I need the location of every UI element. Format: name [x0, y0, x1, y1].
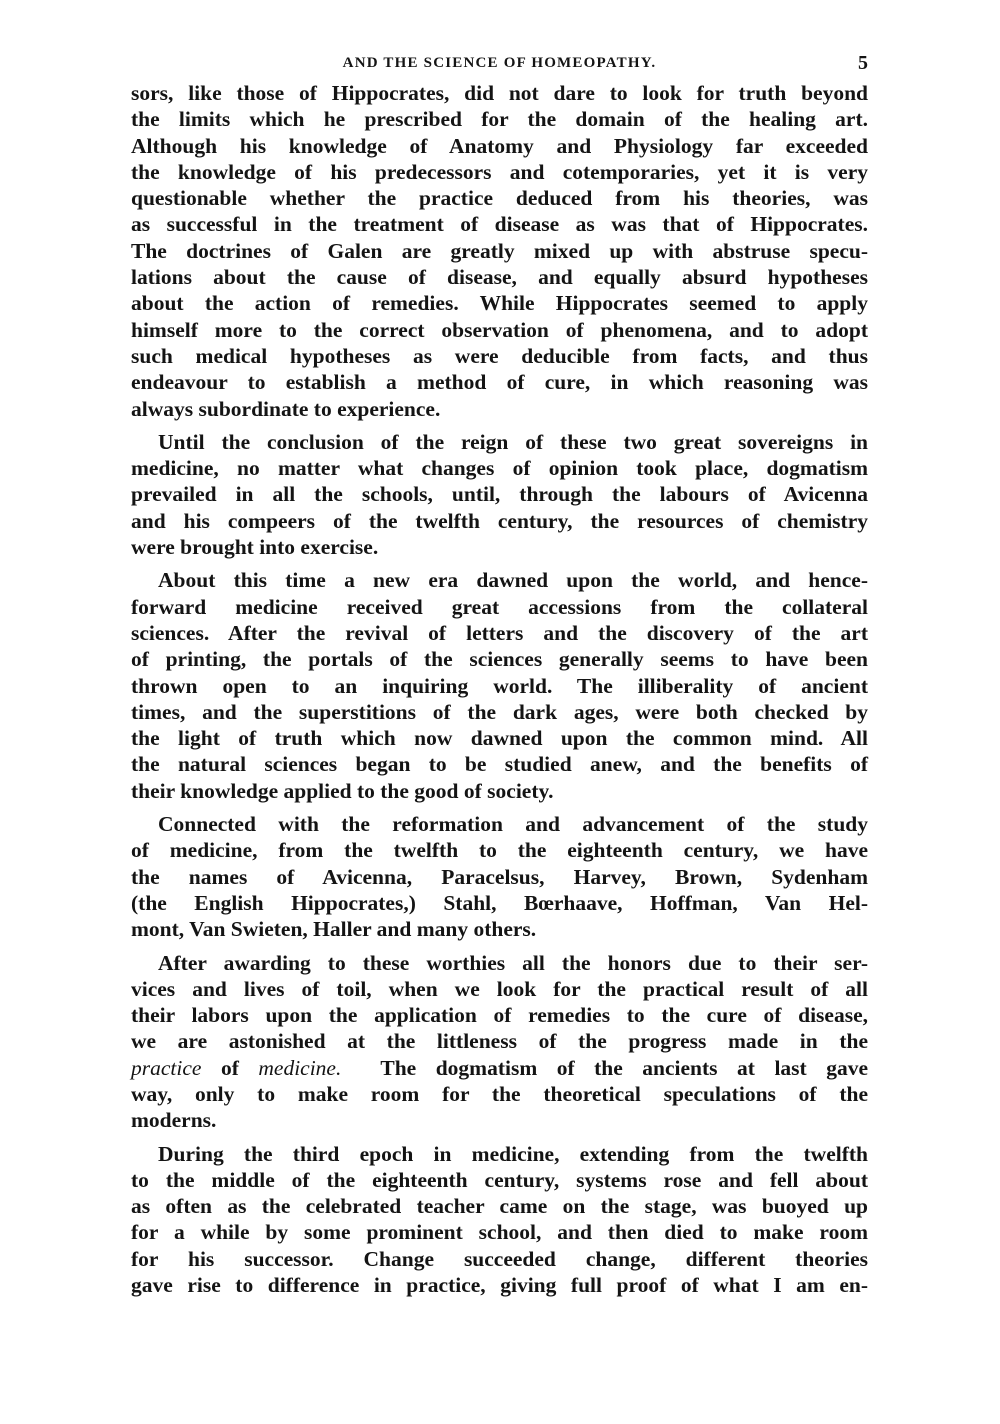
- text-line: the light of truth which now dawned upon the common mind. All: [131, 726, 868, 751]
- text-line: (the English Hippocrates,) Stahl, Bœrhaave, Hoffman, Van Hel-: [131, 890, 868, 915]
- text-line: questionable whether the practice deduced from his theories, was: [131, 186, 868, 211]
- text-line: himself more to the correct observation of phenomena, and to adopt: [131, 317, 868, 342]
- running-head: [131, 52, 868, 76]
- text-line: as often as the celebrated teacher came on the stage, was buoyed up: [131, 1194, 868, 1219]
- text-line: endeavour to establish a method of cure, in which reasoning was: [131, 370, 868, 395]
- text-line: of medicine, from the twelfth to the eighteenth century, we have: [131, 838, 868, 863]
- text-line: forward medicine received great accessions from the collateral: [131, 594, 868, 619]
- text-line: the natural sciences began to be studied anew, and the benefits of: [131, 752, 868, 777]
- text-line: such medical hypotheses as were deducible from facts, and thus: [131, 343, 868, 368]
- text-line: the knowledge of his predecessors and cotemporaries, yet it is very: [131, 159, 868, 184]
- text-line: lations about the cause of disease, and equally absurd hypotheses: [131, 265, 868, 290]
- text-line: for his successor. Change succeeded change, different theories: [131, 1246, 868, 1271]
- running-title: AND THE SCIENCE OF HOMEOPATHY.: [342, 55, 657, 71]
- text-fragment: of: [201, 1055, 259, 1080]
- text-line: the names of Avicenna, Paracelsus, Harvey, Brown, Sydenham: [131, 864, 868, 889]
- text-line-with-italics: [131, 1055, 868, 1081]
- text-line: the limits which he prescribed for the domain of the healing art.: [131, 107, 868, 132]
- text-line: way, only to make room for the theoretical speculations of the: [131, 1081, 868, 1106]
- text-line: thrown open to an inquiring world. The illiberality of ancient: [131, 673, 868, 698]
- text-fragment: The dogmatism of the ancients at last gave: [380, 1055, 868, 1080]
- text-line: about the action of remedies. While Hippocrates seemed to apply: [131, 291, 868, 316]
- text-line: were brought into exercise.: [131, 535, 379, 560]
- paragraph-third-epoch: [131, 1141, 868, 1299]
- text-line: Connected with the reformation and advancement of the study: [158, 812, 868, 837]
- page-number: 5: [858, 52, 868, 74]
- text-line: their knowledge applied to the good of society.: [131, 778, 554, 803]
- text-line: to the middle of the eighteenth century, systems rose and fell about: [131, 1167, 868, 1192]
- paragraph-names: [131, 811, 868, 942]
- text-line: always subordinate to experience.: [131, 396, 441, 421]
- text-line: About this time a new era dawned upon the world, and hence-: [158, 568, 868, 593]
- text-line: Until the conclusion of the reign of these two great sovereigns in: [158, 429, 868, 454]
- text-line: Although his knowledge of Anatomy and Physiology far exceeded: [131, 133, 868, 158]
- text-line: times, and the superstitions of the dark ages, were both checked by: [131, 699, 868, 724]
- paragraph-new-era: [131, 567, 868, 804]
- text-line: After awarding to these worthies all the honors due to their ser-: [158, 950, 868, 975]
- text-line: gave rise to difference in practice, giving full proof of what I am en-: [131, 1273, 868, 1298]
- paragraph-dogmatism: [131, 429, 868, 560]
- text-line: mont, Van Swieten, Haller and many others.: [131, 917, 537, 942]
- text-line: prevailed in all the schools, until, through the labours of Avicenna: [131, 482, 868, 507]
- text-line: moderns.: [131, 1108, 217, 1133]
- text-line: and his compeers of the twelfth century, the resources of chemistry: [131, 508, 868, 533]
- text-line: for a while by some prominent school, and then died to make room: [131, 1220, 868, 1245]
- text-line: During the third epoch in medicine, extending from the twelfth: [158, 1141, 868, 1166]
- text-line: of printing, the portals of the sciences generally seems to have been: [131, 647, 868, 672]
- paragraph-galen: [131, 80, 868, 422]
- italic-term: practice: [131, 1055, 202, 1080]
- text-line: as successful in the treatment of disease as was that of Hippocrates.: [131, 212, 868, 237]
- paragraph-worthies: [131, 950, 868, 1134]
- text-line: sciences. After the revival of letters and the discovery of the art: [131, 620, 868, 645]
- text-line: their labors upon the application of remedies to the cure of disease,: [131, 1003, 868, 1028]
- body-text: [131, 80, 868, 1305]
- text-line: sors, like those of Hippocrates, did not dare to look for truth beyond: [131, 81, 868, 105]
- text-line: medicine, no matter what changes of opinion took place, dogmatism: [131, 456, 868, 481]
- text-line: we are astonished at the littleness of the progress made in the: [131, 1029, 868, 1054]
- text-line: vices and lives of toil, when we look for the practical result of all: [131, 976, 868, 1001]
- italic-term: medicine.: [258, 1055, 342, 1080]
- text-line: The doctrines of Galen are greatly mixed up with abstruse specu-: [131, 238, 868, 263]
